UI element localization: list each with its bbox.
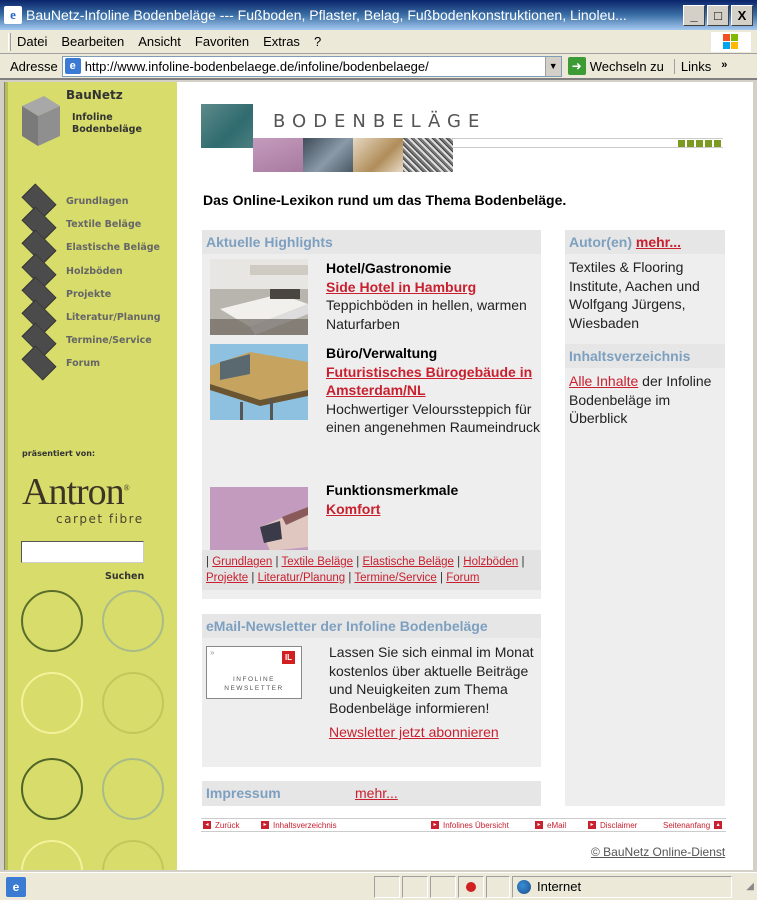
newsletter-box [202,614,541,767]
search-input[interactable] [21,541,144,563]
sidebar-item-label: Termine/Service [66,335,152,347]
quicklink-elastische-belaege[interactable]: Elastische Beläge [362,556,454,568]
quicklink-termine-service[interactable]: Termine/Service [354,572,437,584]
carpet-comfort-image[interactable] [210,481,308,557]
close-button[interactable]: X [731,5,753,26]
footer-link-label: Disclaimer [600,820,638,830]
toc-text [565,368,725,432]
menu-ansicht[interactable]: Ansicht [138,34,181,49]
chevron-right-icon[interactable]: » [721,58,728,71]
quicklink-literatur-planung[interactable]: Literatur/Planung [257,572,346,584]
highlight-description: Hochwertiger Velourssteppich für einen angenehmen Raumeindruck [326,400,541,435]
highlight-link[interactable]: Side Hotel in Hamburg [326,278,477,295]
sponsor-name: Antron [22,471,124,513]
highlight-text [326,259,546,333]
sidebar-item-label: Projekte [66,288,112,300]
footer-link-label: Seitenanfang [663,820,711,830]
copyright-link[interactable]: © BauNetz Online-Dienst [591,845,726,859]
impressum-label: Impressum [206,785,281,801]
quick-links: | Grundlagen | Textile Beläge | Elastische Beläge | Holzböden | Projekte | Literatur/Planung | Termine/Service | Forum [202,550,541,590]
page-icon: e [65,58,81,74]
sidebar-item-forum[interactable] [18,352,161,375]
newsletter-text [329,643,544,742]
authors-more-link[interactable]: mehr... [635,234,682,250]
baunetz-cube-logo[interactable] [20,92,62,148]
status-cell [402,876,428,898]
arrow-right-icon: ▸ [431,821,439,829]
toc-heading: Inhaltsverzeichnis [565,344,725,368]
resize-grip-icon[interactable]: ◢ [746,881,754,892]
toc-all-contents-link[interactable]: Alle Inhalte [569,373,639,389]
authors-heading-label: Autor(en) [569,234,632,250]
newsletter-heading: eMail-Newsletter der Infoline Bodenbeläge [202,614,541,638]
newsletter-image-text [207,675,301,693]
brand-name: BauNetz [66,88,123,102]
impressum-box [202,781,541,806]
decorative-circle [21,758,83,820]
newsletter-description: Lassen Sie sich einmal im Monat kostenlos über aktuelle Beiträge und Neuigkeiten zum Thema Bodenbeläge informieren! [329,644,534,716]
arrow-right-icon: ▸ [588,821,596,829]
sidebar-item-projekte[interactable] [18,283,161,306]
brand-subtitle-line2: Bodenbeläge [72,124,142,135]
highlights-box [202,230,541,599]
impressum-more-link[interactable]: mehr... [355,785,398,801]
banner-image-texture [403,138,453,172]
footer-link-disclaimer[interactable] [588,821,637,830]
footer-link-email[interactable] [535,821,566,830]
footer-link-label: Inhaltsverzeichnis [273,820,337,830]
quicklink-grundlagen[interactable]: Grundlagen [212,556,273,568]
footer-nav [201,818,726,832]
menu-extras[interactable]: Extras [263,34,300,49]
sidebar-item-label: Elastische Beläge [66,242,161,254]
window-titlebar [0,0,757,30]
footer-link-infolines-uebersicht[interactable] [431,821,509,830]
links-label: Links [680,58,712,74]
hotel-room-image[interactable] [210,259,308,335]
presented-by-label: präsentiert von: [22,449,96,458]
go-label: Wechseln zu [589,58,664,74]
decorative-circle [21,590,83,652]
highlight-link[interactable]: Komfort [326,500,381,517]
links-button[interactable] [674,59,727,74]
back-arrow-icon: ◂ [203,821,211,829]
decorative-circle [102,758,164,820]
right-column [565,230,725,806]
decorative-circle [102,672,164,734]
decorative-circle [21,840,83,870]
newsletter-image-line1: INFOLINE [233,676,275,683]
search-button[interactable]: Suchen [105,571,145,582]
footer-link-label: Infolines Übersicht [443,820,509,830]
highlight-category: Funktionsmerkmale [326,482,459,498]
status-cell [374,876,400,898]
banner-squares-icon [678,140,721,147]
quicklink-forum[interactable]: Forum [446,572,480,584]
highlight-text [326,344,546,437]
footer-link-zurueck[interactable] [203,821,239,830]
maximize-button[interactable]: □ [707,5,729,26]
go-button[interactable] [568,57,664,75]
arrow-right-icon: ▸ [535,821,543,829]
arrow-right-icon: ▸ [261,821,269,829]
quicklink-projekte[interactable]: Projekte [206,572,249,584]
page-tagline: Das Online-Lexikon rund um das Thema Bodenbeläge. [203,192,567,208]
popup-blocker-icon[interactable] [458,876,484,898]
sidebar-item-label: Grundlagen [66,196,129,208]
toc-description: der Infoline Bodenbeläge im Überblick [569,373,712,426]
banner-image-pink [253,138,303,172]
security-zone [512,876,732,898]
address-dropdown-icon[interactable]: ▼ [545,57,561,76]
page-status-icon: e [6,877,26,897]
highlight-category: Hotel/Gastronomie [326,260,452,276]
address-bar [0,54,757,80]
footer-link-seitenanfang[interactable] [663,821,722,830]
highlight-text [326,481,546,518]
banner-image-carpet [201,104,253,148]
menu-help[interactable]: ? [313,34,322,49]
decorative-circle [21,672,83,734]
infoline-badge: IL [282,651,295,664]
quicklink-holzboeden[interactable]: Holzböden [463,556,519,568]
toolbar-grip[interactable] [8,33,11,51]
sidebar-nav [18,190,161,376]
authors-heading [565,230,725,254]
page-viewport [4,82,753,870]
address-url[interactable]: http://www.infoline-bodenbelaege.de/infoline/bodenbelaege/ [84,58,429,74]
minimize-button[interactable]: _ [683,5,705,26]
sidebar-item-elastische-belaege[interactable] [18,236,161,259]
footer-link-inhaltsverzeichnis[interactable] [261,821,337,830]
quicklink-textile-belaege[interactable]: Textile Beläge [281,556,354,568]
highlight-description: Teppichböden in hellen, warmen Naturfarben [326,297,527,332]
sidebar-item-label: Holzböden [66,265,123,277]
status-cell [486,876,510,898]
authors-text: Textiles & Flooring Institute, Aachen und Wolfgang Jürgens, Wiesbaden [569,259,700,331]
status-text [28,876,368,898]
menu-bar [0,30,757,54]
brand-subtitle-line1: Infoline [72,112,113,123]
banner [201,104,723,174]
banner-image-tiles [303,138,353,172]
ie-page-icon: e [4,6,22,24]
decorative-circle [102,840,164,870]
windows-logo-icon [711,32,751,52]
sponsor-tagline: carpet fibre [56,512,144,526]
globe-icon [517,880,531,894]
sidebar-item-label: Textile Beläge [66,219,142,231]
newsletter-image[interactable] [206,646,302,699]
banner-title: BODENBELÄGE [273,111,487,132]
address-label: Adresse [10,58,58,74]
footer-link-label: Zurück [215,820,240,830]
banner-image-shoes [353,138,403,172]
sponsor-logo[interactable] [22,470,129,514]
sidebar-item-label: Literatur/Planung [66,312,161,324]
address-input[interactable] [62,56,562,77]
footer-link-label: eMail [547,820,567,830]
highlights-heading: Aktuelle Highlights [202,230,541,254]
chevron-icon: » [210,648,215,657]
menu-datei[interactable]: Datei [17,34,48,49]
sidebar-item-label: Forum [66,358,100,370]
decorative-circle [102,590,164,652]
newsletter-subscribe-link[interactable]: Newsletter jetzt abonnieren [329,724,499,740]
go-arrow-icon: ➜ [568,57,586,75]
highlight-link[interactable]: Futuristisches Bürogebäude in Amsterdam/NL [326,363,533,398]
status-bar [0,872,757,900]
zone-label: Internet [537,879,582,894]
window-title: BauNetz-Infoline Bodenbeläge --- Fußboden, Pflaster, Belag, Fußbodenkonstruktionen, Linoleu... [26,7,627,23]
menu-favoriten[interactable]: Favoriten [194,34,250,49]
menu-bearbeiten[interactable]: Bearbeiten [61,34,125,49]
arrow-up-icon: ▴ [714,821,722,829]
sidebar [5,82,177,870]
sidebar-item-holzboeden[interactable] [18,260,161,283]
status-cell [430,876,456,898]
highlight-category: Büro/Verwaltung [326,345,438,361]
newsletter-image-line2: NEWSLETTER [224,685,284,692]
main-content [177,82,753,870]
registered-mark: ® [123,483,129,493]
brand-subtitle [72,112,142,136]
office-building-image[interactable] [210,344,308,420]
